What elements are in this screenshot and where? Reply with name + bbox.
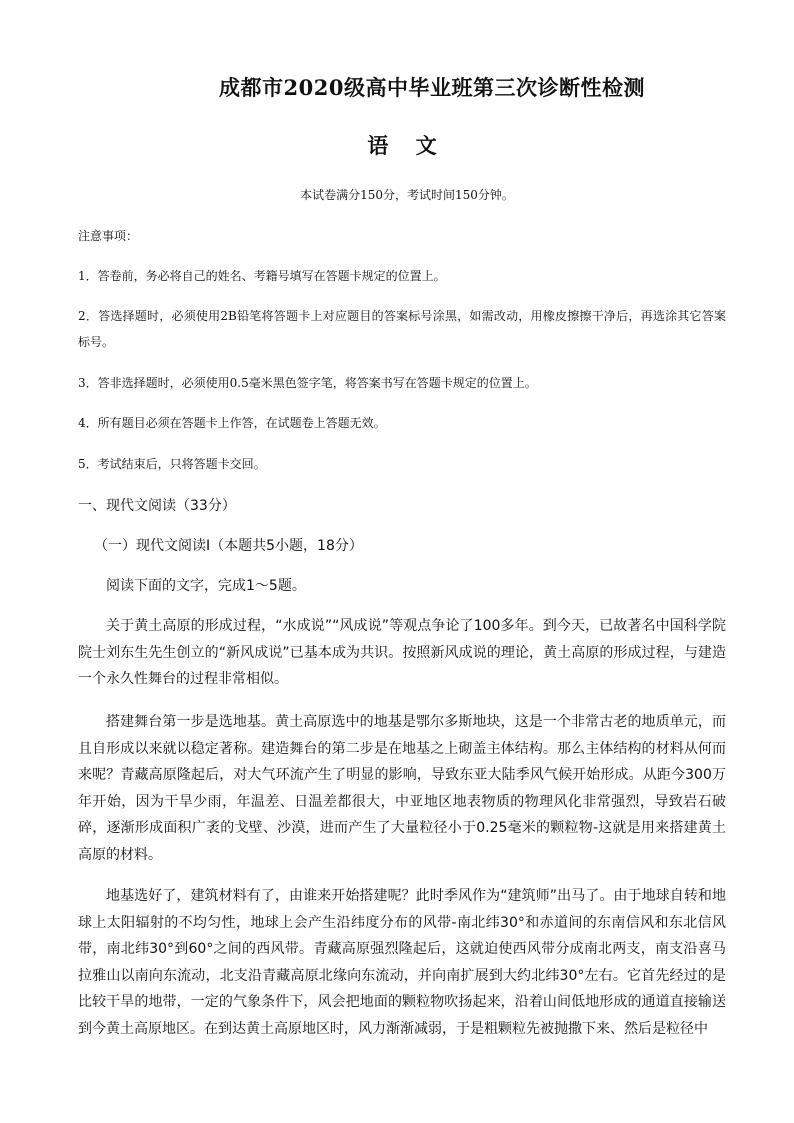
notice-item: 3．答非选择题时，必须使用0.5毫米黑色签字笔，将答案书写在答题卡规定的位置上。 [78,376,537,390]
article-paragraph: 地基选好了，建筑材料有了，由谁来开始搭建呢？此时季风作为“建筑师”出马了。由于地球自转和地球上太阳辐射的不均匀性，地球上会产生沿纬度分布的风带-南北纬30°和赤道间的东南信风和东北信风带，南北纬30°到60°之间的西风带。青藏高原强烈隆起后，这就迫使西风带分成南北两支，南支沿喜马拉雅山以南向东流动，北支沿青藏高原北缘向东流动，并向南扩展到大约北纬30°左右。它首先经过的是比较干旱的地带，一定的气象条件下，风会把地面的颗粒物吹扬起来，沿着山间低地形成的通道直接输送到今黄土高原地区。在到达黄土高原地区时，风力渐渐减弱，于是粗颗粒先被抛撒下来、然后是粒径中 [78,888,726,1037]
section-heading: 一、现代文阅读（33分） [78,498,236,514]
exam-meta: 本试卷满分150分，考试时间150分钟。 [300,188,514,202]
notice-item: 4．所有题目必须在答题卡上作答，在试题卷上答题无效。 [78,416,386,430]
notice-item: 1．答卷前，务必将自己的姓名、考籍号填写在答题卡规定的位置上。 [78,269,446,283]
notice-item: 2．答选择题时，必须使用2B铅笔将答题卡上对应题目的答案标号涂黑，如需改动，用橡皮擦擦干净后，再选涂其它答案标号。 [78,309,726,349]
reading-instruction: 阅读下面的文字，完成1～5题。 [106,578,306,594]
article-paragraph: 关于黄土高原的形成过程，“水成说”“风成说”等观点争论了100多年。到今天，已故著名中国科学院院士刘东生先生创立的“新风成说”已基本成为共识。按照新风成说的理论，黄土高原的形成过程，与建造一个永久性舞台的过程非常相似。 [78,618,726,687]
notice-item: 5．考试结束后，只将答题卡交回。 [78,457,266,471]
article-paragraph: 搭建舞台第一步是选地基。黄土高原选中的地基是鄂尔多斯地块，这是一个非常古老的地质单元，而且自形成以来就以稳定著称。建造舞台的第二步是在地基之上砌盖主体结构。那么主体结构的材料从何而来呢？青藏高原隆起后，对大气环流产生了明显的影响，导致东亚大陆季风气候开始形成。从距今300万年开始，因为干旱少雨，年温差、日温差都很大，中亚地区地表物质的物理风化非常强烈，导致岩石破碎，逐渐形成面积广袤的戈壁、沙漠，进而产生了大量粒径小于0.25毫米的颗粒物-这就是用来搭建黄土高原的材料。 [78,714,726,863]
notice-heading: 注意事项： [78,229,139,243]
document-title: 成都市2020级高中毕业班第三次诊断性检测 [219,75,645,100]
subsection-heading: （一）现代文阅读Ⅰ（本题共5小题，18分） [94,538,363,554]
subject-title: 语 文 [367,133,447,158]
